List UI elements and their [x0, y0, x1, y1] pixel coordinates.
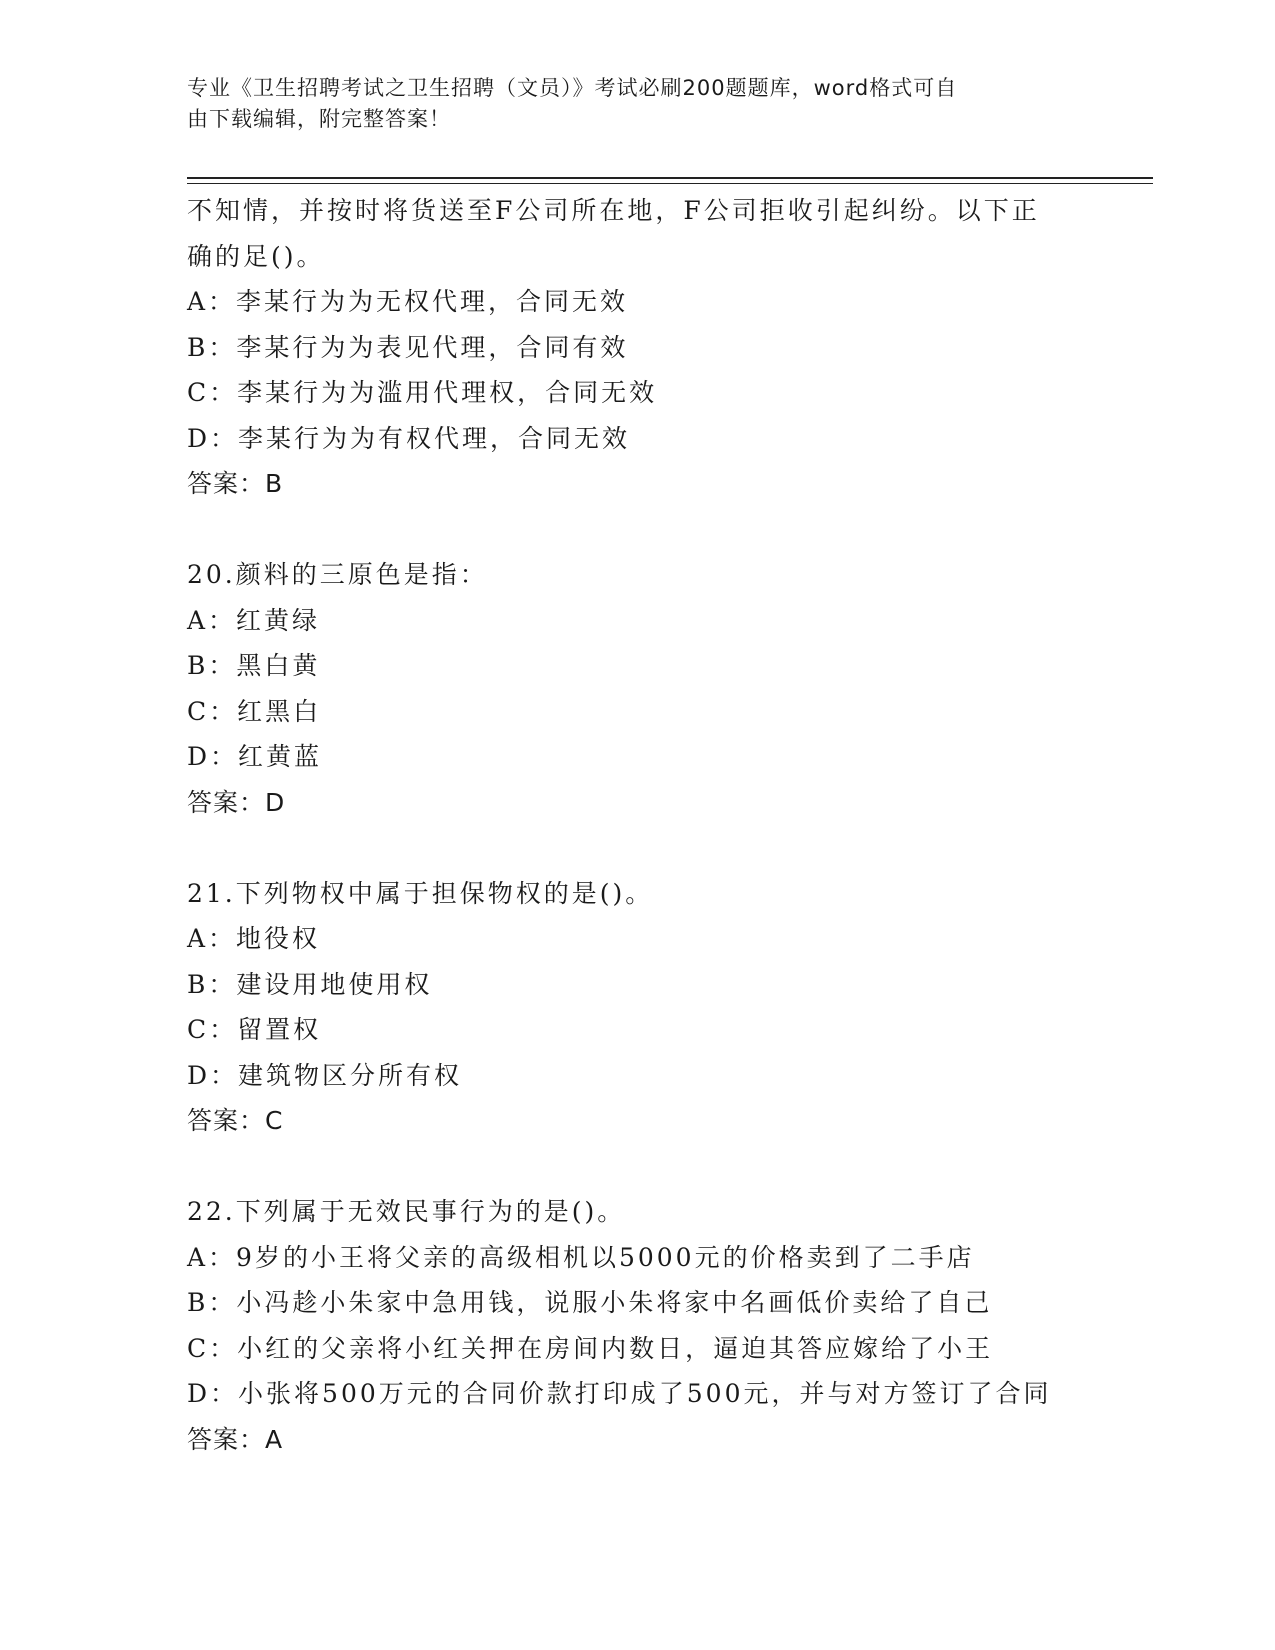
question-stem-line: 不知情，并按时将货送至F公司所在地，F公司拒收引起纠纷。以下正	[187, 196, 1040, 225]
option-b: B：黑白黄	[187, 651, 321, 680]
option-a: A：李某行为为无权代理，合同无效	[187, 287, 629, 316]
header-divider-thick	[187, 177, 1153, 179]
option-d: D：红黄蓝	[187, 742, 323, 771]
question-block-19	[187, 188, 1147, 507]
question-block-21	[187, 871, 1147, 1144]
option-c: C：李某行为为滥用代理权，合同无效	[187, 378, 658, 407]
option-c: C：小红的父亲将小红关押在房间内数日，逼迫其答应嫁给了小王	[187, 1333, 994, 1363]
spacer	[187, 507, 1147, 553]
answer-line: 答案：A	[187, 1424, 284, 1454]
option-c: C：留置权	[187, 1015, 322, 1044]
option-b: B：小冯趁小朱家中急用钱，说服小朱将家中名画低价卖给了自己	[187, 1288, 993, 1317]
option-c: C：红黑白	[187, 696, 322, 726]
header-line-1: 专业《卫生招聘考试之卫生招聘（文员）》考试必刷200题题库，word格式可自	[187, 76, 958, 100]
option-a: A：红黄绿	[187, 605, 321, 635]
option-b: B：建设用地使用权	[187, 969, 433, 999]
answer-line: 答案：C	[187, 1106, 284, 1135]
question-content	[187, 188, 1147, 1462]
option-d: D：李某行为为有权代理，合同无效	[187, 423, 631, 453]
question-stem: 21.下列物权中属于担保物权的是()。	[187, 878, 654, 908]
question-stem: 22.下列属于无效民事行为的是()。	[187, 1197, 626, 1226]
spacer	[187, 825, 1147, 871]
answer-line: 答案：B	[187, 469, 284, 498]
answer-line: 答案：D	[187, 787, 286, 817]
spacer	[187, 1144, 1147, 1190]
option-d: D：建筑物区分所有权	[187, 1060, 463, 1090]
header-line-2: 由下载编辑，附完整答案！	[187, 107, 451, 131]
question-block-22	[187, 1189, 1147, 1462]
document-header	[187, 73, 1067, 135]
option-d: D：小张将500万元的合同价款打印成了500元，并与对方签订了合同	[187, 1379, 1052, 1408]
option-a: A：9岁的小王将父亲的高级相机以5000元的价格卖到了二手店	[187, 1242, 975, 1272]
option-a: A：地役权	[187, 924, 321, 953]
question-stem-line: 确的足()。	[187, 241, 325, 271]
question-block-20	[187, 552, 1147, 825]
question-stem: 20.颜料的三原色是指：	[187, 560, 488, 589]
header-divider-thin	[187, 183, 1153, 184]
option-b: B：李某行为为表见代理，合同有效	[187, 332, 629, 362]
